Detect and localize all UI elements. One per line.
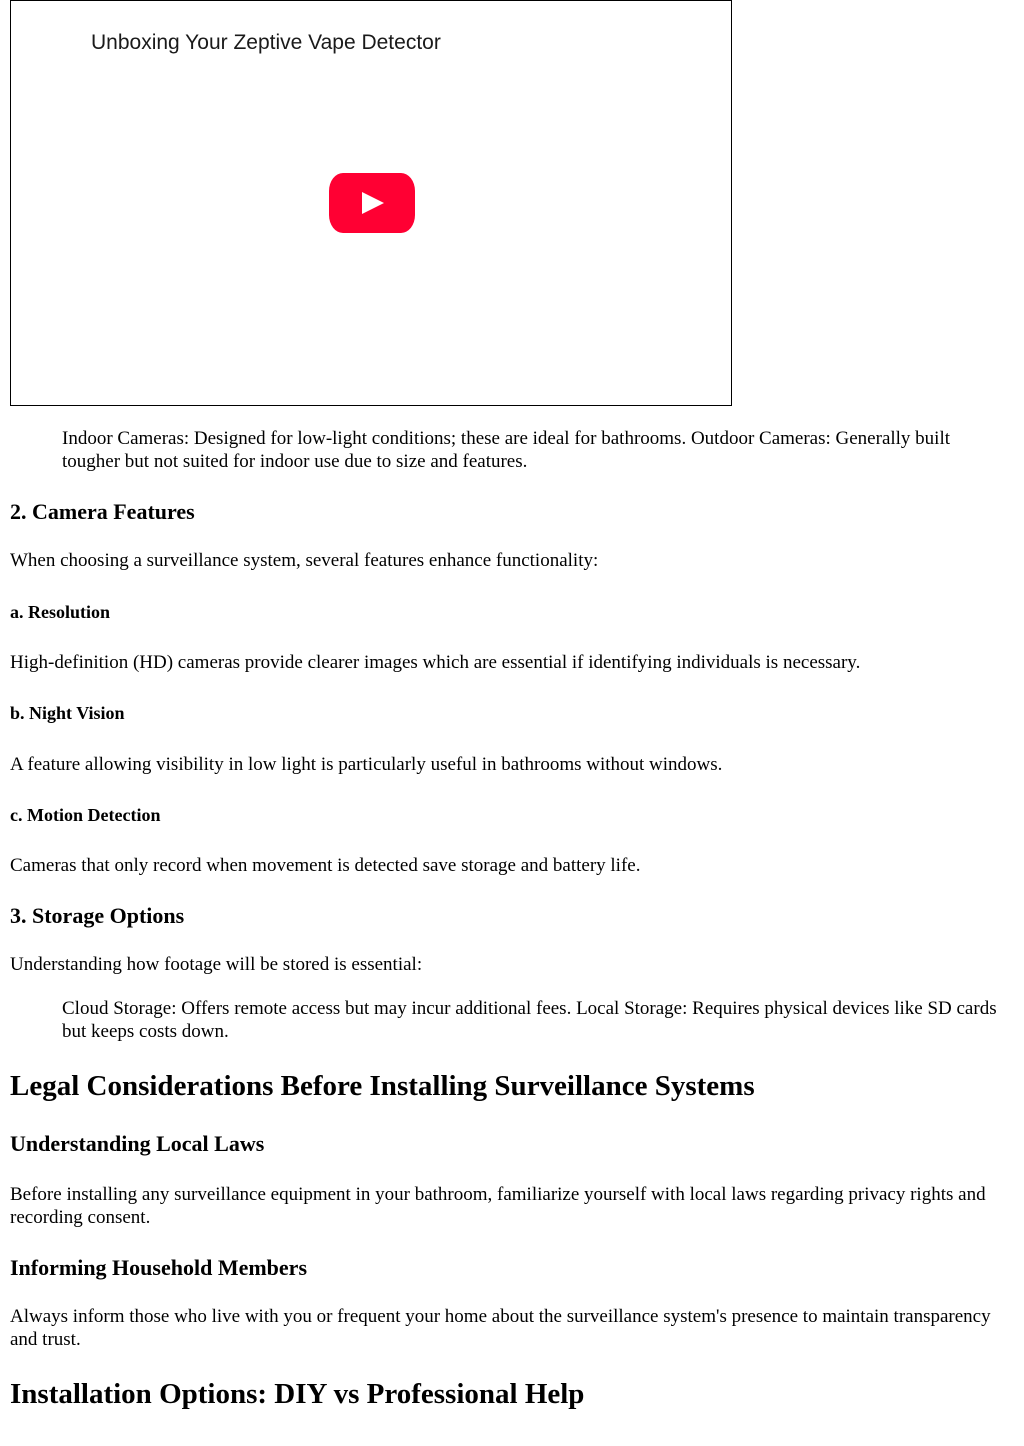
- heading-legal-considerations: Legal Considerations Before Installing Surveillance Systems: [10, 1070, 755, 1102]
- motion-detection-paragraph: Cameras that only record when movement is detected save storage and battery life.: [10, 855, 641, 876]
- play-icon: [362, 192, 384, 214]
- heading-motion-detection: c. Motion Detection: [10, 805, 161, 825]
- camera-types-paragraph: Indoor Cameras: Designed for low-light conditions; these are ideal for bathrooms. Outdoor Cameras: Generally built tougher but not suited for indoor use due to size and features.: [62, 428, 951, 472]
- heading-night-vision: b. Night Vision: [10, 703, 125, 723]
- heading-informing-household: Informing Household Members: [10, 1255, 307, 1280]
- resolution-paragraph: High-definition (HD) cameras provide clearer images which are essential if identifying individuals is necessary.: [10, 652, 861, 673]
- heading-storage-options: 3. Storage Options: [10, 903, 185, 928]
- heading-installation-options: Installation Options: DIY vs Professional Help: [10, 1378, 585, 1410]
- storage-intro: Understanding how footage will be stored is essential:: [10, 954, 423, 975]
- video-embed[interactable]: [10, 0, 732, 406]
- local-laws-paragraph: Before installing any surveillance equipment in your bathroom, familiarize yourself with local laws regarding privacy rights and recording consent.: [10, 1184, 986, 1228]
- informing-household-paragraph: Always inform those who live with you or frequent your home about the surveillance system's presence to maintain transparency and trust.: [10, 1306, 991, 1350]
- play-button[interactable]: [329, 173, 415, 233]
- heading-resolution: a. Resolution: [10, 602, 111, 622]
- storage-types-paragraph: Cloud Storage: Offers remote access but may incur additional fees. Local Storage: Requires physical devices like SD cards but keeps costs down.: [62, 998, 997, 1042]
- heading-camera-features: 2. Camera Features: [10, 499, 195, 524]
- heading-local-laws: Understanding Local Laws: [10, 1131, 265, 1156]
- night-vision-paragraph: A feature allowing visibility in low light is particularly useful in bathrooms without windows.: [10, 754, 723, 775]
- video-title[interactable]: Unboxing Your Zeptive Vape Detector: [91, 31, 441, 54]
- camera-features-intro: When choosing a surveillance system, several features enhance functionality:: [10, 550, 599, 571]
